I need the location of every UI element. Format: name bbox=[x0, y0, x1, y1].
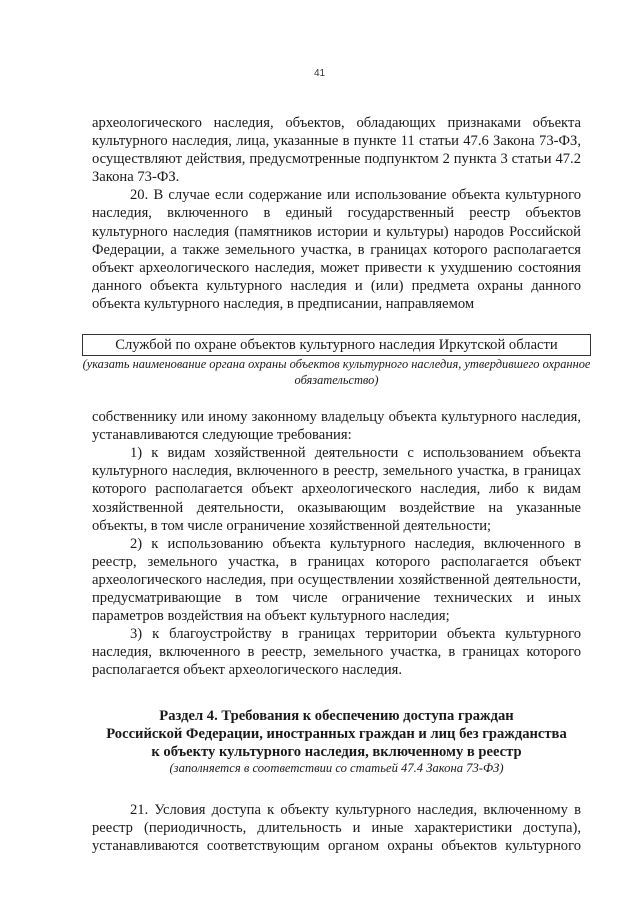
authority-name-box: Службой по охране объектов культурного наследия Иркутской области bbox=[82, 334, 591, 356]
authority-caption: (указать наименование органа охраны объектов культурного наследия, утвердившего охранное обязательство) bbox=[82, 357, 591, 387]
requirement-3: 3) к благоустройству в границах территории объекта культурного наследия, включенного в реестр, земельного участка, в границах которого располагается объект археологического наследия. bbox=[92, 626, 581, 679]
requirement-2: 2) к использованию объекта культурного наследия, включенного в реестр, земельного участка, в границах которого располагается объект археологического наследия, при осуществлении хозяйственной деятельности, предусматривающие в том числе ограничение технических и иных параметров воздействия на объект культурного наследия; bbox=[92, 535, 581, 625]
paragraph-21: 21. Условия доступа к объекту культурного наследия, включенному в реестр (периодичность, длительность и иные характеристики доступа), устанавливаются соответствующим органом охраны объектов культурного bbox=[92, 801, 581, 855]
section-4-note: (заполняется в соответствии со статьей 47.4 Закона 73-ФЗ) bbox=[169, 761, 504, 776]
paragraph-owner: собственнику или иному законному владельцу объекта культурного наследия, устанавливаются следующие требования: bbox=[92, 409, 581, 444]
section-4-title-line-3: к объекту культурного наследия, включенному в реестр bbox=[151, 744, 522, 761]
page-number: 41 bbox=[313, 68, 326, 79]
section-4-title-line-1: Раздел 4. Требования к обеспечению доступа граждан bbox=[159, 708, 514, 725]
section-4-title bbox=[92, 707, 581, 761]
requirement-1: 1) к видам хозяйственной деятельности с использованием объекта культурного наследия, включенного в реестр, земельного участка, в границах которого располагается объект археологического наследия, либо к видам хозяйственной деятельности, оказывающим воздействие на указанные объекты, в том числе ограничение хозяйственной деятельности; bbox=[92, 445, 581, 534]
document-body bbox=[82, 114, 591, 855]
paragraph-continuation: археологического наследия, объектов, обладающих признаками объекта культурного наследия, лица, указанные в пункте 11 статьи 47.6 Закона 73-ФЗ, осуществляют действия, предусмотренные подпунктом 2 пункта 3 статьи 47.2 Закона 73-ФЗ. bbox=[92, 115, 581, 186]
paragraph-20: 20. В случае если содержание или использование объекта культурного наследия, включенного в единый государственный реестр объектов культурного наследия (памятников истории и культуры) народов Российской Федерации, а также земельного участка, в границах которого располагается объект археологического наследия, может привести к ухудшению состояния данного объекта культурного наследия и (или) предмета охраны данного объекта культурного наследия, в предписании, направляемом bbox=[92, 187, 581, 312]
section-4-title-line-2: Российской Федерации, иностранных граждан и лиц без гражданства bbox=[106, 726, 567, 743]
